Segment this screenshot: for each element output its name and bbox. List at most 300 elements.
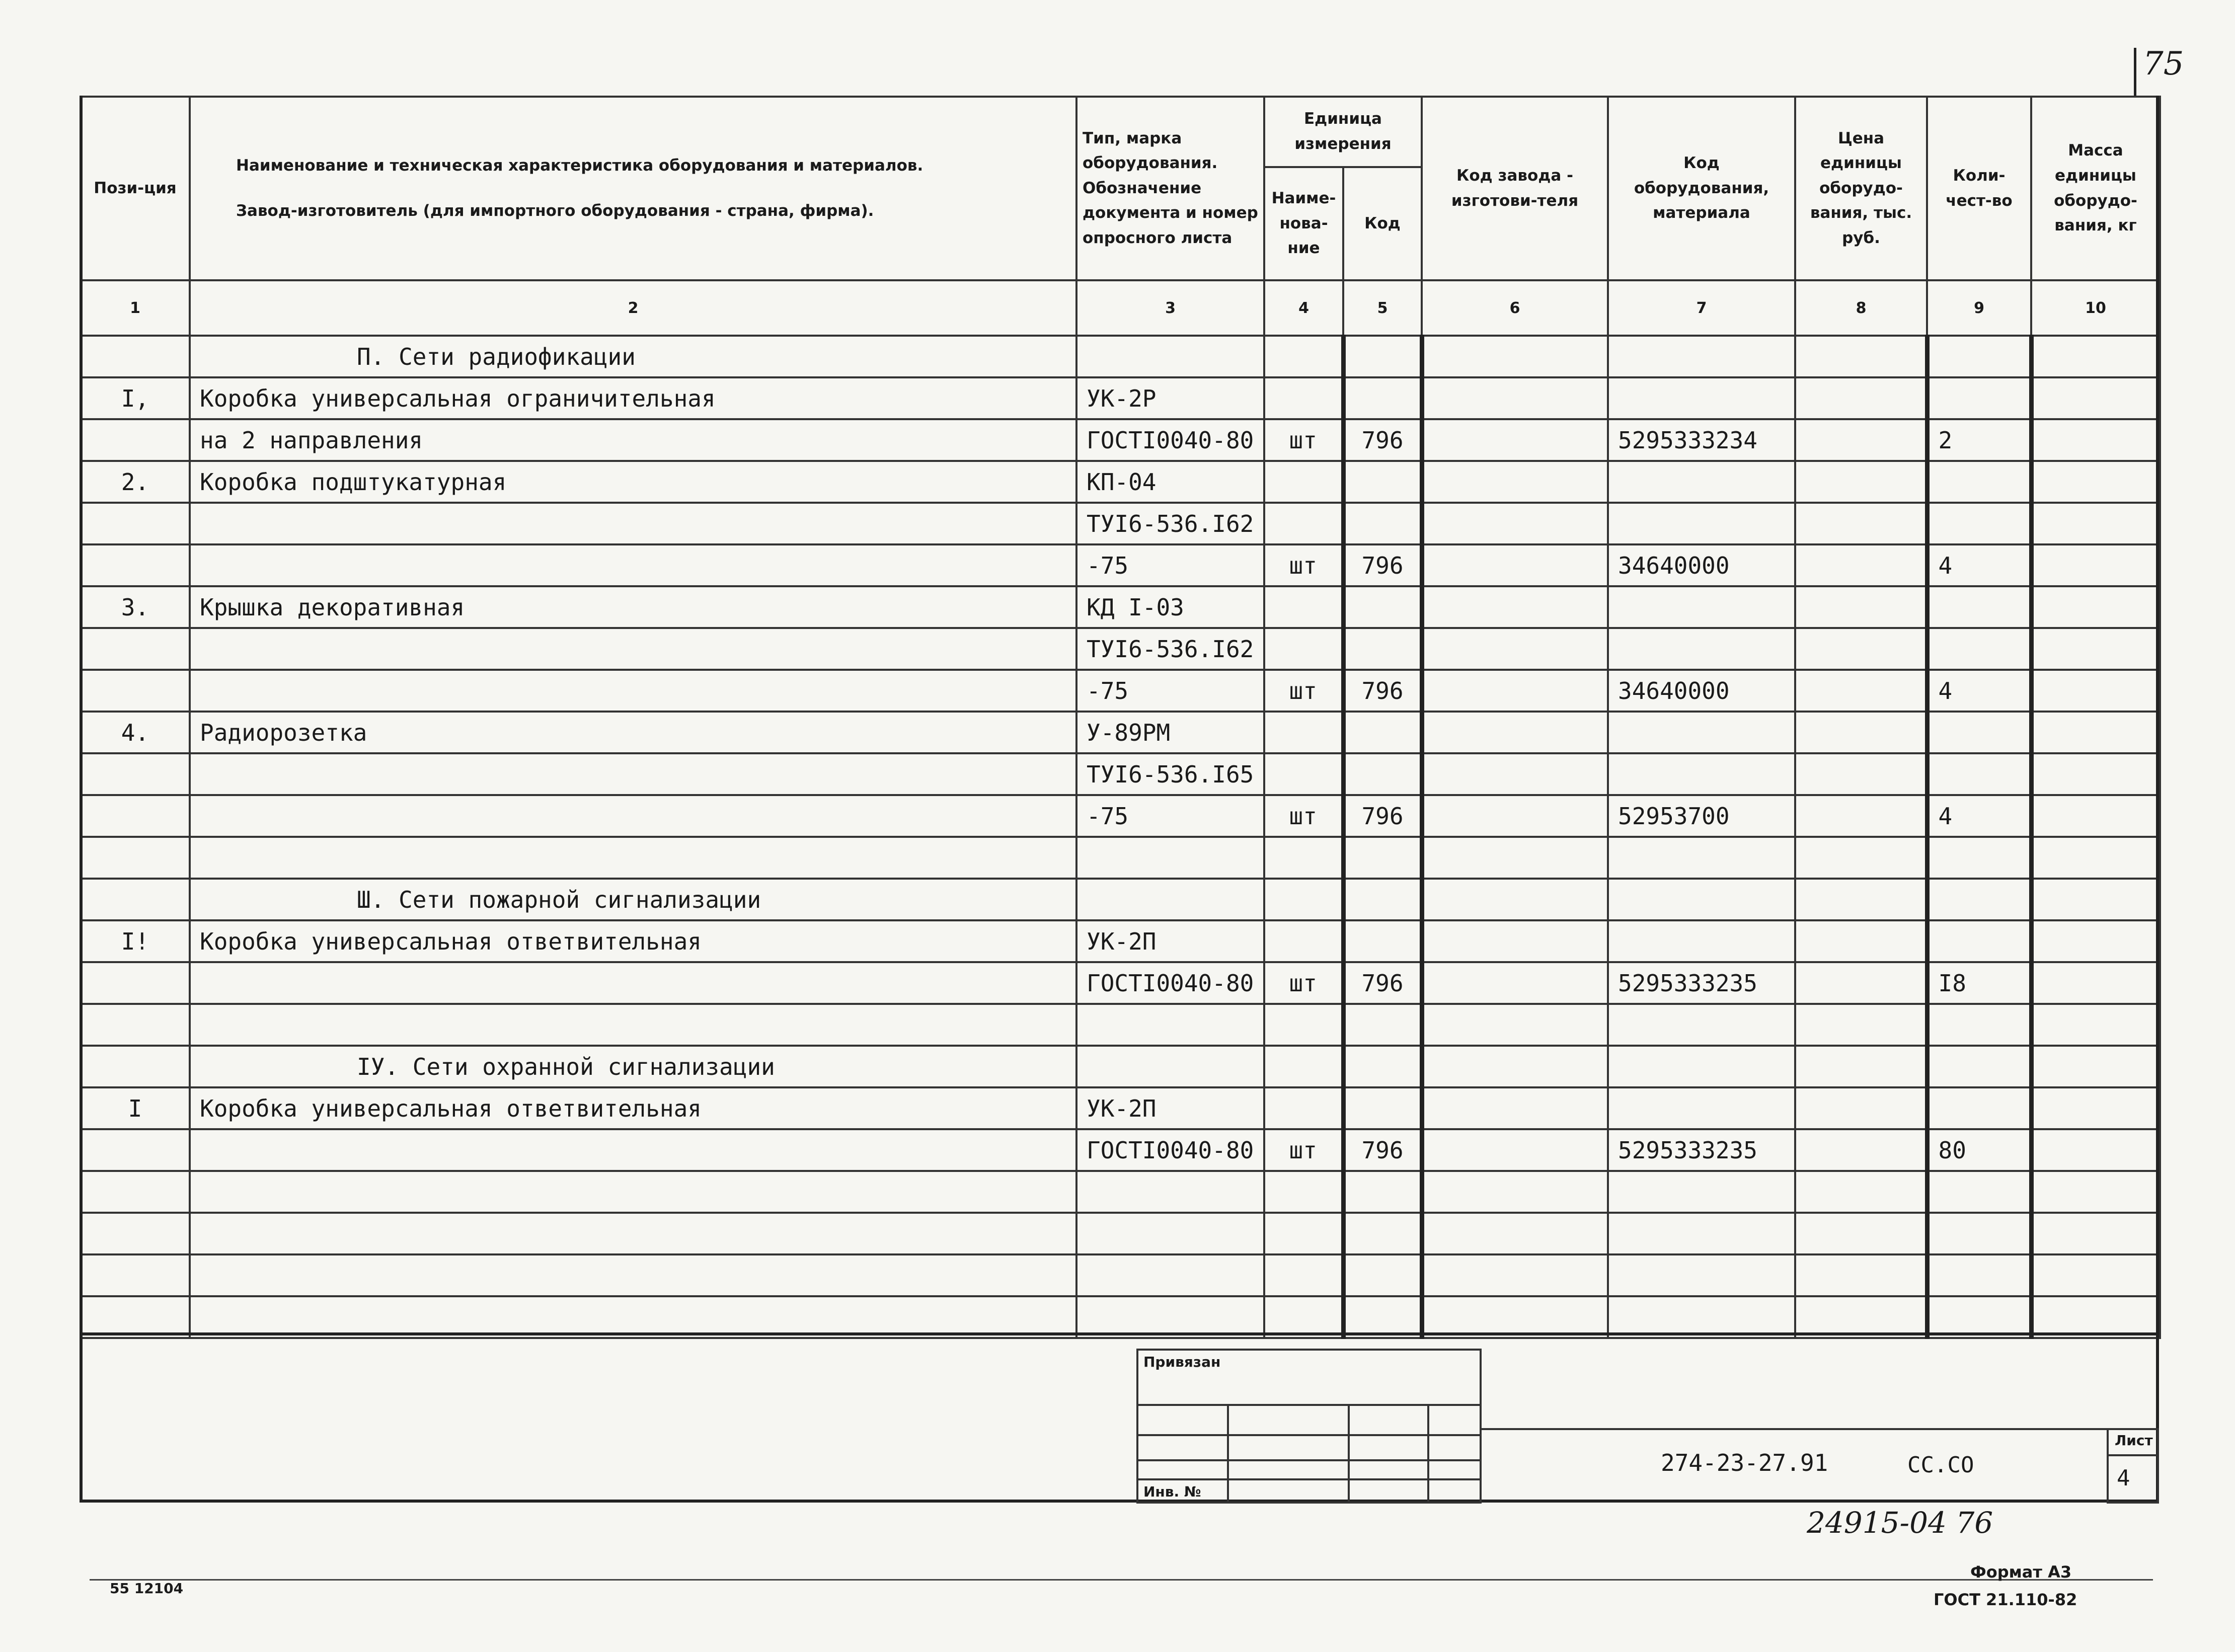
unit-cell (1264, 879, 1343, 920)
plant-code-cell (1422, 920, 1608, 962)
pos-cell (81, 962, 190, 1004)
name-cell: на 2 направления (190, 419, 1076, 461)
title-block-top-rule (80, 1332, 2159, 1335)
unit-code-cell: 796 (1343, 544, 1422, 586)
equipment-code-cell (1608, 336, 1795, 377)
name-cell: Коробка универсальная ответвительная (190, 920, 1076, 962)
unit-code-cell (1343, 1046, 1422, 1087)
plant-code-cell (1422, 1129, 1608, 1171)
table-row (81, 377, 2160, 419)
quantity-cell (1927, 1254, 2031, 1296)
mass-cell (2031, 795, 2160, 837)
price-cell (1795, 419, 1927, 461)
mass-cell (2031, 753, 2160, 795)
price-cell (1795, 377, 1927, 419)
price-cell (1795, 336, 1927, 377)
header-type: Тип, марка оборудования. Обозначение документа и номер опросного листа (1076, 97, 1264, 280)
header-equipment-code: Код оборудования, материала (1608, 97, 1795, 280)
section-row (81, 336, 2160, 377)
price-cell (1795, 586, 1927, 628)
price-cell (1795, 1296, 1927, 1338)
quantity-cell: I8 (1927, 962, 2031, 1004)
pos-cell (81, 1004, 190, 1046)
quantity-cell (1927, 879, 2031, 920)
unit-code-cell (1343, 586, 1422, 628)
col-num: 7 (1608, 280, 1795, 336)
table-row (81, 503, 2160, 544)
name-cell (190, 795, 1076, 837)
pos-cell (81, 503, 190, 544)
mass-cell (2031, 1004, 2160, 1046)
equipment-code-cell (1608, 1004, 1795, 1046)
table-row (81, 753, 2160, 795)
header-plant-code: Код завода - изготови-теля (1422, 97, 1608, 280)
plant-code-cell (1422, 1213, 1608, 1254)
quantity-cell (1927, 1213, 2031, 1254)
plant-code-cell (1422, 503, 1608, 544)
table-row (81, 1171, 2160, 1213)
type-cell (1076, 1254, 1264, 1296)
plant-code-cell (1422, 1254, 1608, 1296)
name-cell (190, 544, 1076, 586)
pos-cell (81, 879, 190, 920)
unit-cell (1264, 837, 1343, 879)
equipment-code-cell (1608, 1296, 1795, 1338)
unit-code-cell: 796 (1343, 962, 1422, 1004)
price-cell (1795, 837, 1927, 879)
header-unit-code: Код (1343, 167, 1422, 280)
unit-code-cell (1343, 461, 1422, 503)
stamp-line (1136, 1404, 1482, 1406)
equipment-code-cell (1608, 628, 1795, 670)
equipment-code-cell: 5295333234 (1608, 419, 1795, 461)
type-cell: ГОСТI0040-80 (1076, 419, 1264, 461)
name-cell: Коробка универсальная ограничительная (190, 377, 1076, 419)
col-num: 4 (1264, 280, 1343, 336)
header-quantity: Коли-чест-во (1927, 97, 2031, 280)
title-block-bottom-rule (80, 1500, 2159, 1503)
type-cell: -75 (1076, 670, 1264, 712)
table-row (81, 1129, 2160, 1171)
unit-cell (1264, 1254, 1343, 1296)
equipment-code-cell (1608, 586, 1795, 628)
name-cell (190, 670, 1076, 712)
plant-code-cell (1422, 879, 1608, 920)
quantity-cell (1927, 1004, 2031, 1046)
type-cell: УК-2Р (1076, 377, 1264, 419)
document-suffix: СС.СО (1907, 1452, 1974, 1478)
type-cell: ГОСТI0040-80 (1076, 1129, 1264, 1171)
pos-cell (81, 837, 190, 879)
price-cell (1795, 879, 1927, 920)
name-cell (190, 962, 1076, 1004)
binding-label: Привязан (1143, 1354, 1221, 1370)
price-cell (1795, 1046, 1927, 1087)
type-cell: У-89РМ (1076, 712, 1264, 753)
footer-format: Формат А3 (1970, 1562, 2072, 1582)
name-cell (190, 753, 1076, 795)
mass-cell (2031, 377, 2160, 419)
plant-code-cell (1422, 419, 1608, 461)
equipment-code-cell (1608, 1087, 1795, 1129)
quantity-cell (1927, 1296, 2031, 1338)
price-cell (1795, 670, 1927, 712)
document-code: 274-23-27.91 (1661, 1449, 1828, 1476)
unit-cell: шт (1264, 795, 1343, 837)
price-cell (1795, 1004, 1927, 1046)
quantity-cell (1927, 920, 2031, 962)
type-cell: ТУI6-536.I65 (1076, 753, 1264, 795)
quantity-cell (1927, 837, 2031, 879)
sheet-box-line (2107, 1454, 2159, 1456)
footer-standard: ГОСТ 21.110-82 (1934, 1590, 2077, 1609)
equipment-code-cell: 52953700 (1608, 795, 1795, 837)
type-cell (1076, 1046, 1264, 1087)
unit-code-cell (1343, 336, 1422, 377)
col-num: 9 (1927, 280, 2031, 336)
col-num: 8 (1795, 280, 1927, 336)
plant-code-cell (1422, 1087, 1608, 1129)
name-cell: П. Сети радиофикации (190, 336, 1076, 377)
pos-cell (81, 544, 190, 586)
name-cell: Ш. Сети пожарной сигнализации (190, 879, 1076, 920)
mass-cell (2031, 1254, 2160, 1296)
equipment-code-cell: 5295333235 (1608, 962, 1795, 1004)
name-cell: Крышка декоративная (190, 586, 1076, 628)
quantity-cell (1927, 586, 2031, 628)
plant-code-cell (1422, 1004, 1608, 1046)
mass-cell (2031, 1087, 2160, 1129)
type-cell: ТУI6-536.I62 (1076, 503, 1264, 544)
name-cell: Коробка универсальная ответвительная (190, 1087, 1076, 1129)
quantity-cell: 4 (1927, 670, 2031, 712)
name-cell (190, 1004, 1076, 1046)
unit-code-cell: 796 (1343, 1129, 1422, 1171)
pos-cell (81, 1129, 190, 1171)
unit-cell: шт (1264, 544, 1343, 586)
type-cell (1076, 1004, 1264, 1046)
unit-code-cell: 796 (1343, 795, 1422, 837)
price-cell (1795, 1213, 1927, 1254)
header-name-line2: Завод-изготовитель (для импортного оборудования - страна, фирма). (236, 201, 874, 220)
col-num: 2 (190, 280, 1076, 336)
section-row (81, 1046, 2160, 1087)
header-name-line1: Наименование и техническая характеристика оборудования и материалов. (236, 156, 923, 175)
plant-code-cell (1422, 712, 1608, 753)
name-cell (190, 837, 1076, 879)
equipment-code-cell: 34640000 (1608, 544, 1795, 586)
pos-cell: I! (81, 920, 190, 962)
footer-rule (90, 1579, 2153, 1581)
unit-code-cell (1343, 1254, 1422, 1296)
unit-code-cell: 796 (1343, 670, 1422, 712)
pos-cell (81, 1296, 190, 1338)
price-cell (1795, 1087, 1927, 1129)
plant-code-cell (1422, 795, 1608, 837)
pos-cell: 4. (81, 712, 190, 753)
quantity-cell (1927, 1087, 2031, 1129)
section-row (81, 879, 2160, 920)
unit-code-cell: 796 (1343, 419, 1422, 461)
quantity-cell (1927, 753, 2031, 795)
plant-code-cell (1422, 837, 1608, 879)
unit-code-cell (1343, 1004, 1422, 1046)
table-row (81, 586, 2160, 628)
unit-code-cell (1343, 879, 1422, 920)
col-num: 1 (81, 280, 190, 336)
price-cell (1795, 920, 1927, 962)
quantity-cell (1927, 461, 2031, 503)
name-cell (190, 1129, 1076, 1171)
pos-cell (81, 419, 190, 461)
equipment-code-cell (1608, 753, 1795, 795)
mass-cell (2031, 962, 2160, 1004)
table-row (81, 837, 2160, 879)
stamp-line (1136, 1478, 1482, 1480)
plant-code-cell (1422, 753, 1608, 795)
pos-cell: 3. (81, 586, 190, 628)
mass-cell (2031, 879, 2160, 920)
name-cell: IУ. Сети охранной сигнализации (190, 1046, 1076, 1087)
quantity-cell: 4 (1927, 544, 2031, 586)
sheet-number: 4 (2117, 1465, 2130, 1491)
stamp-line (1136, 1459, 1482, 1461)
mass-cell (2031, 1129, 2160, 1171)
unit-cell: шт (1264, 419, 1343, 461)
quantity-cell (1927, 712, 2031, 753)
plant-code-cell (1422, 377, 1608, 419)
plant-code-cell (1422, 336, 1608, 377)
type-cell: КД I-03 (1076, 586, 1264, 628)
unit-code-cell (1343, 837, 1422, 879)
sheet-label: Лист (2115, 1432, 2153, 1449)
mass-cell (2031, 419, 2160, 461)
pos-cell (81, 795, 190, 837)
price-cell (1795, 1254, 1927, 1296)
name-cell (190, 1296, 1076, 1338)
equipment-code-cell (1608, 920, 1795, 962)
pos-cell (81, 1254, 190, 1296)
stamp-line (1136, 1434, 1482, 1436)
unit-cell (1264, 712, 1343, 753)
unit-cell (1264, 503, 1343, 544)
mass-cell (2031, 628, 2160, 670)
mass-cell (2031, 670, 2160, 712)
unit-cell (1264, 336, 1343, 377)
type-cell: -75 (1076, 795, 1264, 837)
plant-code-cell (1422, 628, 1608, 670)
name-cell: Радиорозетка (190, 712, 1076, 753)
stamp-vline (1227, 1404, 1229, 1504)
unit-code-cell (1343, 753, 1422, 795)
type-cell: УК-2П (1076, 1087, 1264, 1129)
unit-code-cell (1343, 1296, 1422, 1338)
unit-cell: шт (1264, 1129, 1343, 1171)
pos-cell (81, 1046, 190, 1087)
stamp-vline (1427, 1404, 1429, 1504)
mass-cell (2031, 712, 2160, 753)
pos-cell (81, 670, 190, 712)
equipment-code-cell (1608, 461, 1795, 503)
mass-cell (2031, 503, 2160, 544)
type-cell (1076, 1296, 1264, 1338)
type-cell (1076, 336, 1264, 377)
quantity-cell: 2 (1927, 419, 2031, 461)
quantity-cell (1927, 503, 2031, 544)
price-cell (1795, 1129, 1927, 1171)
name-cell (190, 1171, 1076, 1213)
header-unit: Единица измерения (1264, 97, 1422, 167)
table-row (81, 670, 2160, 712)
pos-cell (81, 1213, 190, 1254)
unit-cell (1264, 1046, 1343, 1087)
price-cell (1795, 503, 1927, 544)
quantity-cell (1927, 628, 2031, 670)
header-unit-name: Наиме-нова-ние (1264, 167, 1343, 280)
mass-cell (2031, 461, 2160, 503)
table-row (81, 1087, 2160, 1129)
unit-cell (1264, 1004, 1343, 1046)
mass-cell (2031, 837, 2160, 879)
name-cell (190, 628, 1076, 670)
table-row (81, 628, 2160, 670)
unit-cell (1264, 1296, 1343, 1338)
quantity-cell (1927, 1171, 2031, 1213)
table-row (81, 1296, 2160, 1338)
unit-code-cell (1343, 1171, 1422, 1213)
unit-cell (1264, 1213, 1343, 1254)
pos-cell (81, 628, 190, 670)
unit-cell (1264, 461, 1343, 503)
equipment-code-cell (1608, 837, 1795, 879)
unit-cell (1264, 1171, 1343, 1213)
frame-right (2156, 96, 2159, 1503)
equipment-code-cell (1608, 712, 1795, 753)
unit-cell (1264, 920, 1343, 962)
table-row (81, 419, 2160, 461)
doc-code-line (1482, 1428, 2159, 1430)
name-cell: Коробка подштукатурная (190, 461, 1076, 503)
frame-left (80, 96, 83, 1503)
pos-cell (81, 753, 190, 795)
col-num: 5 (1343, 280, 1422, 336)
stamp-vline (1348, 1404, 1350, 1504)
name-cell (190, 1254, 1076, 1296)
pos-cell: I, (81, 377, 190, 419)
type-cell (1076, 1213, 1264, 1254)
price-cell (1795, 1171, 1927, 1213)
table-row (81, 962, 2160, 1004)
pos-cell (81, 336, 190, 377)
mass-cell (2031, 544, 2160, 586)
unit-code-cell (1343, 712, 1422, 753)
page-mark: 75 (2143, 45, 2184, 83)
price-cell (1795, 712, 1927, 753)
header-mass: Масса единицы оборудо-вания, кг (2031, 97, 2160, 280)
price-cell (1795, 753, 1927, 795)
header-price: Цена единицы оборудо-вания, тыс. руб. (1795, 97, 1927, 280)
unit-code-cell (1343, 920, 1422, 962)
unit-code-cell (1343, 1087, 1422, 1129)
plant-code-cell (1422, 670, 1608, 712)
quantity-cell (1927, 1046, 2031, 1087)
equipment-code-cell (1608, 377, 1795, 419)
unit-cell (1264, 586, 1343, 628)
mass-cell (2031, 586, 2160, 628)
footer-left-code: 55 12104 (110, 1580, 184, 1597)
page-mark-bracket (2134, 48, 2136, 96)
plant-code-cell (1422, 962, 1608, 1004)
equipment-code-cell (1608, 1171, 1795, 1213)
column-numbers-row (81, 280, 2160, 336)
equipment-code-cell: 5295333235 (1608, 1129, 1795, 1171)
type-cell: ГОСТI0040-80 (1076, 962, 1264, 1004)
table-row (81, 1213, 2160, 1254)
type-cell: КП-04 (1076, 461, 1264, 503)
price-cell (1795, 544, 1927, 586)
mass-cell (2031, 1296, 2160, 1338)
pos-cell: I (81, 1087, 190, 1129)
col-num: 6 (1422, 280, 1608, 336)
plant-code-cell (1422, 1296, 1608, 1338)
price-cell (1795, 461, 1927, 503)
unit-code-cell (1343, 628, 1422, 670)
type-cell: УК-2П (1076, 920, 1264, 962)
unit-cell (1264, 377, 1343, 419)
unit-cell (1264, 628, 1343, 670)
pos-cell: 2. (81, 461, 190, 503)
unit-cell: шт (1264, 670, 1343, 712)
unit-cell (1264, 753, 1343, 795)
inventory-number-label: Инв. № (1143, 1483, 1201, 1500)
specification-table (80, 96, 2161, 1339)
unit-code-cell (1343, 503, 1422, 544)
mass-cell (2031, 1213, 2160, 1254)
table-row (81, 544, 2160, 586)
table-row (81, 920, 2160, 962)
price-cell (1795, 795, 1927, 837)
plant-code-cell (1422, 544, 1608, 586)
plant-code-cell (1422, 1046, 1608, 1087)
quantity-cell (1927, 336, 2031, 377)
unit-code-cell (1343, 377, 1422, 419)
mass-cell (2031, 1046, 2160, 1087)
price-cell (1795, 962, 1927, 1004)
unit-cell: шт (1264, 962, 1343, 1004)
handwritten-note: 24915-04 76 (1807, 1506, 1993, 1540)
price-cell (1795, 628, 1927, 670)
equipment-code-cell (1608, 1213, 1795, 1254)
quantity-cell: 4 (1927, 795, 2031, 837)
unit-code-cell (1343, 1213, 1422, 1254)
table-row (81, 712, 2160, 753)
pos-cell (81, 1171, 190, 1213)
col-num: 10 (2031, 280, 2160, 336)
equipment-code-cell (1608, 879, 1795, 920)
table-row (81, 1004, 2160, 1046)
equipment-code-cell (1608, 1254, 1795, 1296)
type-cell: ТУI6-536.I62 (1076, 628, 1264, 670)
name-cell (190, 503, 1076, 544)
plant-code-cell (1422, 586, 1608, 628)
type-cell: -75 (1076, 544, 1264, 586)
mass-cell (2031, 336, 2160, 377)
plant-code-cell (1422, 1171, 1608, 1213)
table-row (81, 795, 2160, 837)
header-position: Пози-ция (81, 97, 190, 280)
plant-code-cell (1422, 461, 1608, 503)
table-row (81, 1254, 2160, 1296)
